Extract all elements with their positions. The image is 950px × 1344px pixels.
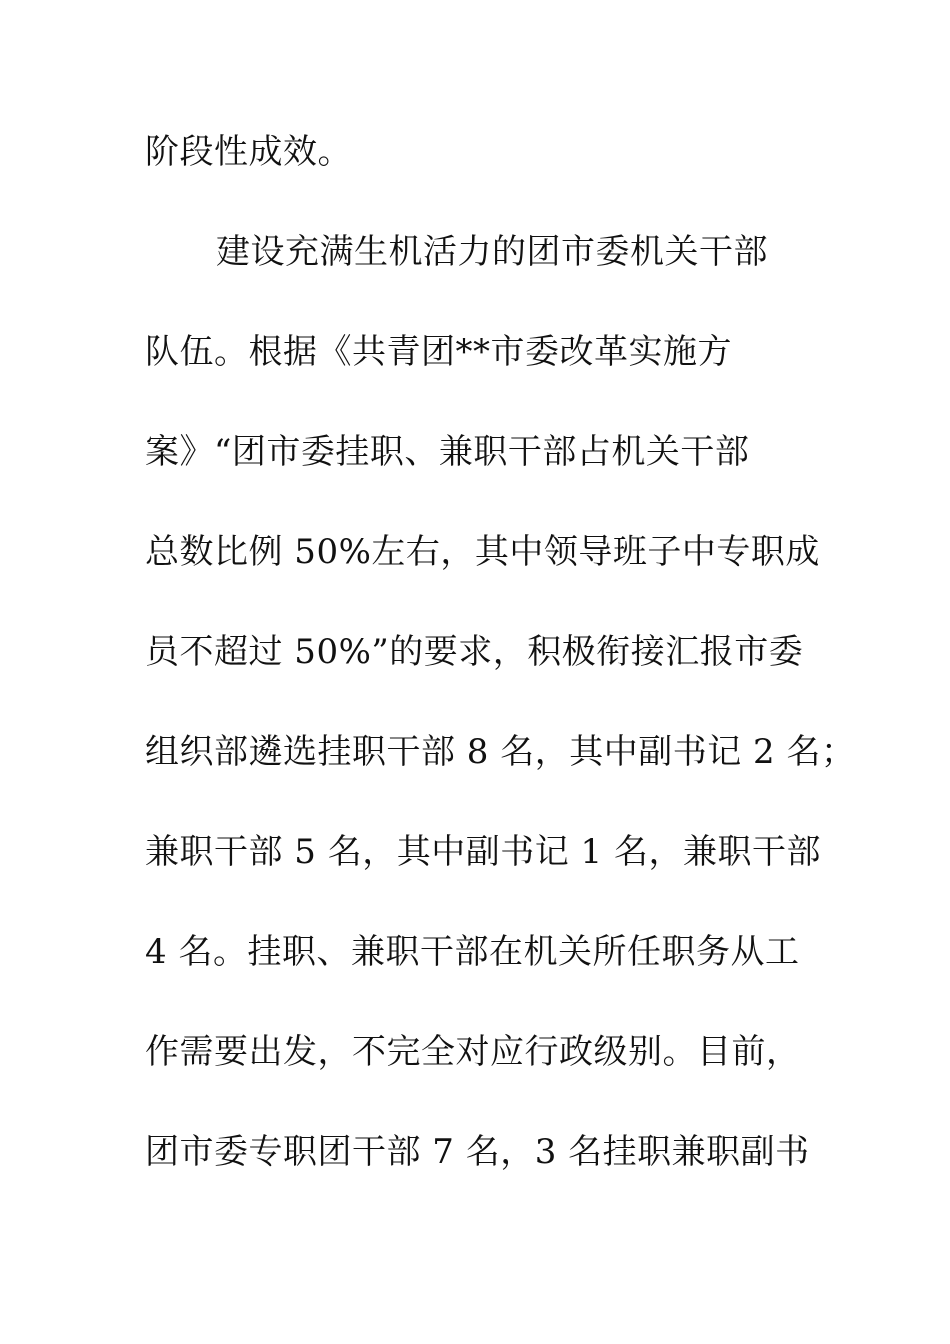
text-line: 组织部遴选挂职干部 8 名，其中副书记 2 名； [145, 732, 856, 772]
text-line: 案》“团市委挂职、兼职干部占机关干部 [145, 432, 750, 472]
paragraph-first-line: 建设充满生机活力的团市委机关干部 [216, 232, 768, 272]
text-line: 作需要出发，不完全对应行政级别。目前， [145, 1032, 801, 1072]
text-line: 团市委专职团干部 7 名，3 名挂职兼职副书 [145, 1132, 810, 1172]
text-line: 阶段性成效。 [145, 132, 352, 172]
text-line: 4 名。挂职、兼职干部在机关所任职务从工 [145, 932, 800, 972]
text-line: 兼职干部 5 名，其中副书记 1 名，兼职干部 [145, 832, 821, 872]
text-line: 队伍。根据《共青团**市委改革实施方 [145, 332, 732, 372]
text-line: 员不超过 50%”的要求，积极衔接汇报市委 [145, 632, 804, 672]
text-line: 总数比例 50%左右，其中领导班子中专职成 [145, 532, 820, 572]
